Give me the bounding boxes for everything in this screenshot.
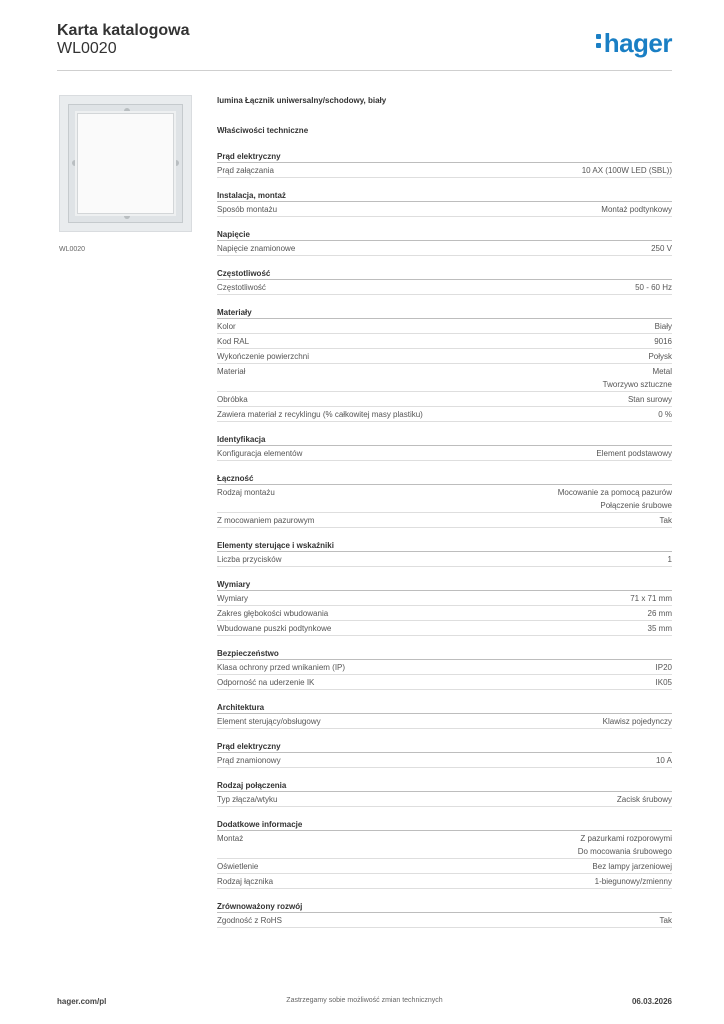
spec-row [217,792,672,807]
spec-row [217,606,672,621]
section-title: Częstotliwość [217,268,672,280]
section-title: Rodzaj połączenia [217,780,672,792]
spec-label: Zgodność z RoHS [217,916,282,925]
section-title: Bezpieczeństwo [217,648,672,660]
spec-label: Wymiary [217,594,249,603]
section-gap [217,461,672,473]
spec-value-line: Połączenie śrubowe [600,501,672,510]
section-gap [217,528,672,540]
spec-value-line: Tworzywo sztuczne [602,380,672,389]
spec-value [595,875,672,888]
spec-label: Prąd załączania [217,166,274,175]
spec-value-line: Montaż podtynkowy [601,205,672,214]
section-gap [217,729,672,741]
spec-label: Konfiguracja elementów [217,449,303,458]
spec-row [217,349,672,364]
spec-value [660,914,672,927]
footer-notice: Zastrzegamy sobie możliwość zmian technicznych [286,997,443,1004]
spec-value [656,676,672,689]
spec-content [217,96,672,928]
section-gap [217,636,672,648]
spec-value-line: IK05 [655,678,672,687]
spec-value [603,715,672,728]
spec-label: Zakres głębokości wbudowania [217,609,329,618]
product-name: lumina Łącznik uniwersalny/schodowy, biały [217,96,387,105]
spec-row [217,319,672,334]
spec-value-line: 10 A [655,756,672,765]
spec-value [558,486,672,512]
section-title: Elementy sterujące i wskaźniki [217,540,672,552]
spec-label: Wbudowane puszki podtynkowe [217,624,332,633]
spec-value-line: 35 mm [647,624,672,633]
spec-label: Zawiera materiał z recyklingu (% całkowitej masy plastiku) [217,410,423,419]
spec-value [635,281,672,294]
logo-text: hager [603,28,672,58]
spec-value [628,393,672,406]
spec-value [596,447,672,460]
footer-url[interactable]: hager.com/pl [57,997,107,1006]
spec-row [217,334,672,349]
footer-date: 06.03.2026 [631,997,672,1006]
spec-label: Rodzaj łącznika [217,877,274,886]
section-title: Zrównoważony rozwój [217,901,672,913]
spec-value [655,320,672,333]
spec-row [217,485,672,513]
spec-value-line: Element podstawowy [596,449,672,458]
spec-value [601,203,672,216]
spec-label: Klasa ochrony przed wnikaniem (IP) [217,663,346,672]
spec-row [217,859,672,874]
spec-value-line: 10 AX (100W LED (SBL)) [581,166,672,175]
spec-row [217,621,672,636]
spec-value [656,661,672,674]
spec-label: Odporność na uderzenie IK [217,678,315,687]
spec-value [660,514,672,527]
tech-heading: Właściwości techniczne [217,126,309,135]
spec-row [217,392,672,407]
document-title: Karta katalogowa [57,22,190,39]
section-gap [217,217,672,229]
spec-label: Montaż [217,834,244,843]
spec-row [217,163,672,178]
section-gap [217,422,672,434]
spec-label: Kolor [217,322,236,331]
spec-label: Obróbka [217,395,248,404]
section-gap [217,567,672,579]
spec-value [630,592,672,605]
spec-value-line: Tak [659,516,672,525]
spec-value-line: Połysk [648,352,672,361]
spec-label: Typ złącza/wtyku [217,795,278,804]
spec-row [217,513,672,528]
spec-value-line: Tak [659,916,672,925]
spec-value-line: 250 V [651,244,672,253]
spec-row [217,753,672,768]
section-title: Łączność [217,473,672,485]
spec-value-line: Bez lampy jarzeniowej [592,862,672,871]
hager-logo [596,28,672,59]
section-title: Prąd elektryczny [217,151,672,163]
spec-value-line: 0 % [658,410,672,419]
section-gap [217,256,672,268]
spec-value-line: Do mocowania śrubowego [577,847,672,856]
section-title: Dodatkowe informacje [217,819,672,831]
spec-value-line: 9016 [654,337,672,346]
document-header [57,22,189,58]
spec-label: Napięcie znamionowe [217,244,296,253]
image-caption: WL0020 [59,246,86,253]
product-code: WL0020 [57,40,117,57]
spec-value-line: 1 [667,555,672,564]
spec-value [651,242,672,255]
spec-value-line: 50 - 60 Hz [635,283,672,292]
spec-row [217,675,672,690]
spec-row [217,202,672,217]
spec-row [217,714,672,729]
spec-value [582,164,672,177]
spec-value [592,860,672,873]
section-title: Materiały [217,307,672,319]
spec-value [648,350,672,363]
spec-value-line: Metal [652,367,672,376]
spec-value-line: Z pazurkami rozporowymi [580,834,672,843]
section-gap [217,178,672,190]
spec-value-line: 71 x 71 mm [630,594,672,603]
spec-value-line: Stan surowy [627,395,672,404]
spec-label: Element sterujący/obsługowy [217,717,321,726]
section-title: Prąd elektryczny [217,741,672,753]
spec-sections [217,151,672,928]
spec-label: Materiał [217,367,246,376]
section-gap [217,889,672,901]
spec-value-line: Mocowanie za pomocą pazurów [557,488,672,497]
spec-value [617,793,672,806]
section-gap [217,807,672,819]
spec-label: Rodzaj montażu [217,488,275,497]
spec-row [217,407,672,422]
spec-row [217,874,672,889]
section-gap [217,690,672,702]
spec-row [217,831,672,859]
spec-row [217,913,672,928]
section-gap [217,768,672,780]
spec-label: Wykończenie powierzchni [217,352,309,361]
header-divider [57,70,672,71]
spec-value [578,832,672,858]
spec-value [654,335,672,348]
spec-row [217,446,672,461]
product-image [59,95,192,232]
spec-row [217,241,672,256]
spec-value [658,408,672,421]
spec-row [217,280,672,295]
spec-row [217,552,672,567]
section-title: Instalacja, montaż [217,190,672,202]
spec-row [217,591,672,606]
spec-label: Częstotliwość [217,283,266,292]
spec-label: Oświetlenie [217,862,259,871]
logo-dots-icon [596,34,602,50]
spec-value-line: Klawisz pojedynczy [602,717,672,726]
section-gap [217,295,672,307]
spec-value-line: Zacisk śrubowy [616,795,672,804]
switch-rocker [77,113,174,214]
spec-value [648,607,672,620]
spec-label: Liczba przycisków [217,555,282,564]
spec-label: Prąd znamionowy [217,756,281,765]
spec-label: Z mocowaniem pazurowym [217,516,315,525]
spec-value [656,754,672,767]
spec-value [668,553,672,566]
section-title: Napięcie [217,229,672,241]
spec-label: Kod RAL [217,337,250,346]
section-title: Identyfikacja [217,434,672,446]
spec-value-line: Biały [654,322,672,331]
section-title: Wymiary [217,579,672,591]
spec-value-line: IP20 [655,663,672,672]
spec-value-line: 1-biegunowy/zmienny [594,877,672,886]
spec-label: Sposób montażu [217,205,278,214]
spec-row [217,660,672,675]
spec-value-line: 26 mm [647,609,672,618]
spec-value [648,622,672,635]
section-title: Architektura [217,702,672,714]
spec-value [603,365,672,391]
spec-row [217,364,672,392]
